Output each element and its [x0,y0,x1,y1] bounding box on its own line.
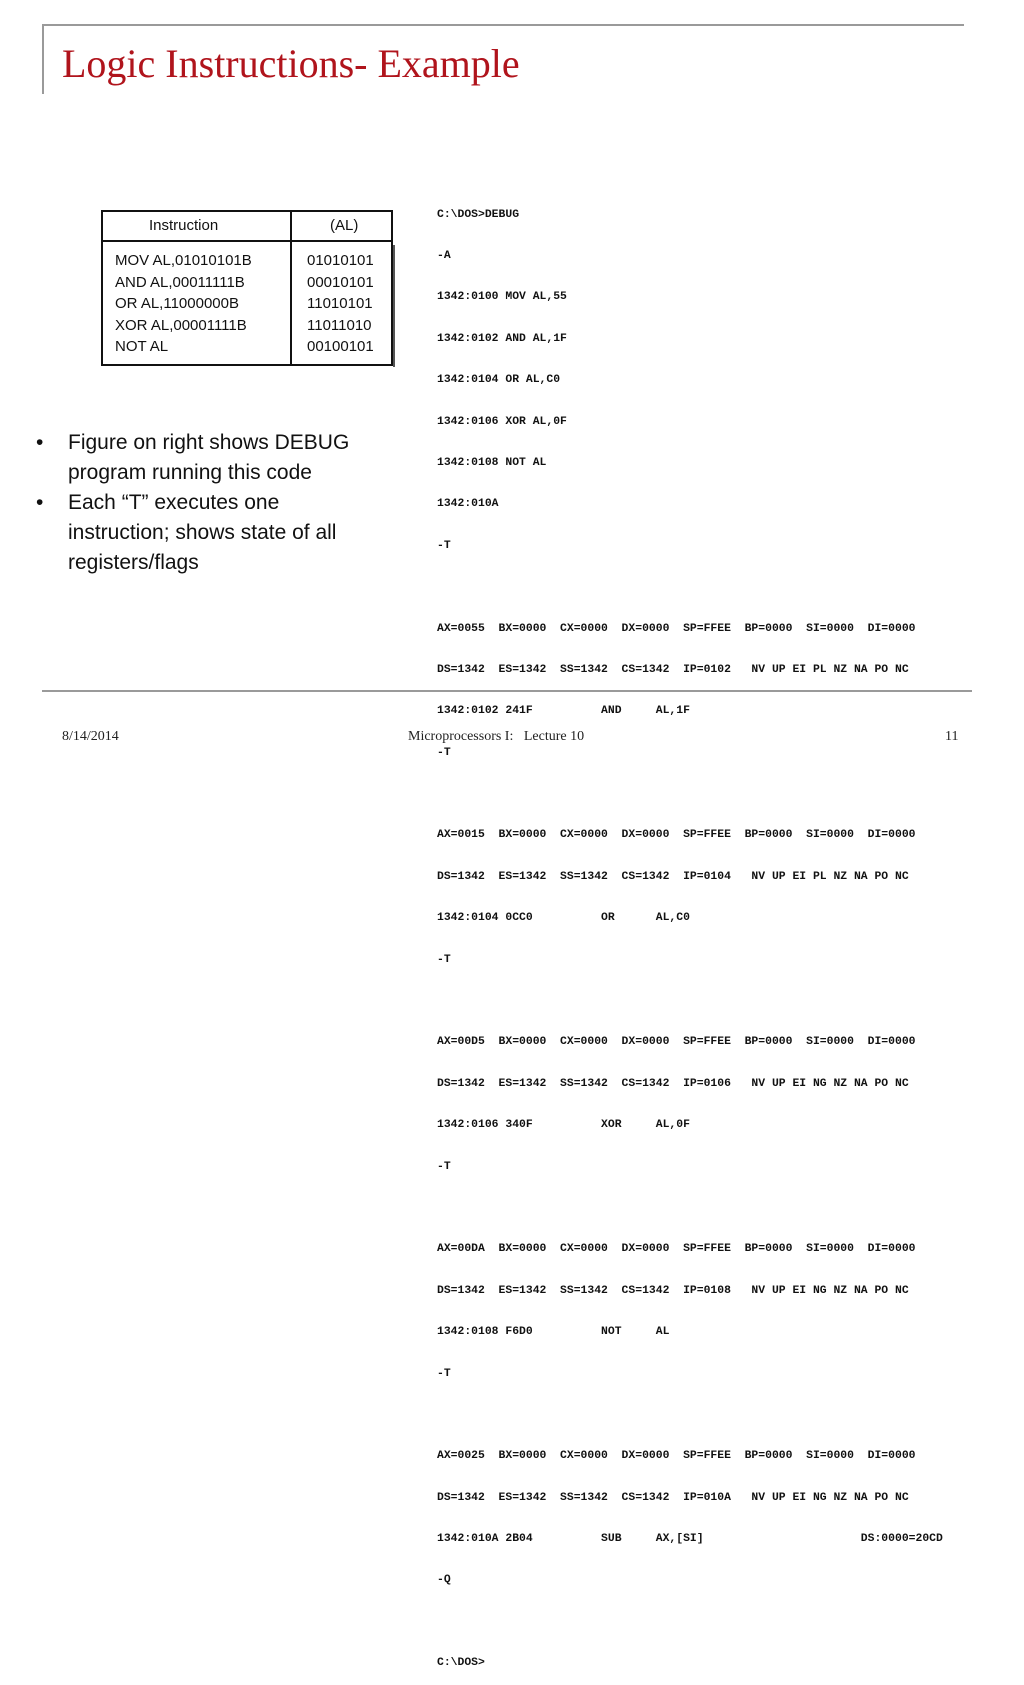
debug-line: 1342:010A [437,498,499,511]
debug-line: 1342:0104 0CC0 OR AL,C0 [437,912,690,925]
footer-divider [42,690,972,692]
debug-line: 1342:0100 MOV AL,55 [437,291,567,304]
row-instruction: AND AL,00011111B [115,273,245,291]
debug-line: -T [437,746,451,759]
debug-line: -T [437,953,451,966]
table-row [103,252,391,274]
bullet-marker: • [36,491,44,514]
debug-line: DS=1342 ES=1342 SS=1342 CS=1342 IP=0106 NV UP EI NG NZ NA PO NC [437,1077,909,1090]
table-row [103,295,391,317]
slide-title: Logic Instructions- Example [62,41,520,86]
debug-line: AX=00DA BX=0000 CX=0000 DX=0000 SP=FFEE BP=0000 SI=0000 DI=0000 [437,1243,916,1256]
debug-line: DS=1342 ES=1342 SS=1342 CS=1342 IP=0102 NV UP EI PL NZ NA PO NC [437,663,909,676]
footer-course: Microprocessors I: Lecture 10 [408,729,585,744]
debug-line: AX=0015 BX=0000 CX=0000 DX=0000 SP=FFEE BP=0000 SI=0000 DI=0000 [437,829,916,842]
debug-line [437,1409,1007,1423]
row-instruction: NOT AL [115,338,169,355]
debug-line: -A [437,249,451,262]
bullet-text: Figure on right shows DEBUG program running this code [68,431,350,484]
debug-line: 1342:0108 NOT AL [437,456,547,469]
row-instruction: OR AL,11000000B [115,295,239,312]
table-header [103,212,391,242]
row-al-value: 11011010 [307,316,372,334]
footer-date: 8/14/2014 [62,729,119,744]
debug-line: C:\DOS> [437,1657,485,1670]
row-instruction: XOR AL,00001111B [115,316,247,334]
row-al-value: 01010101 [307,252,374,269]
row-al-value: 00010101 [307,273,374,291]
footer-page-number: 11 [945,729,959,744]
title-frame-left-line [42,24,44,94]
row-al-value: 00100101 [307,338,374,355]
title-frame-top-line [42,24,964,26]
debug-line: 1342:0106 XOR AL,0F [437,415,567,428]
debug-listing [437,181,1007,1685]
debug-line: 1342:010A 2B04 SUB AX,[SI] DS:0000=20CD [437,1533,943,1546]
debug-line: DS=1342 ES=1342 SS=1342 CS=1342 IP=010A NV UP EI NG NZ NA PO NC [437,1491,909,1504]
row-al-value: 11010101 [307,295,373,312]
debug-line: DS=1342 ES=1342 SS=1342 CS=1342 IP=0104 NV UP EI PL NZ NA PO NC [437,870,909,883]
debug-line [437,995,1007,1009]
debug-line: 1342:0102 AND AL,1F [437,332,567,345]
debug-line [437,788,1007,802]
debug-line: C:\DOS>DEBUG [437,208,520,221]
header-instruction: Instruction [149,217,219,234]
debug-line: -T [437,1367,451,1380]
debug-line: -T [437,539,451,552]
debug-line: 1342:0104 OR AL,C0 [437,374,561,387]
table-row [103,317,391,339]
debug-line [437,1616,1007,1630]
bullet-text: Each “T” executes one instruction; shows state of all registers/flags [68,491,337,574]
debug-line: AX=00D5 BX=0000 CX=0000 DX=0000 SP=FFEE BP=0000 SI=0000 DI=0000 [437,1036,916,1049]
header-al: (AL) [330,217,359,234]
bullet-item [30,488,380,578]
debug-line [437,581,1007,595]
table-body [103,252,391,360]
row-instruction: MOV AL,01010101B [115,252,252,269]
debug-line: DS=1342 ES=1342 SS=1342 CS=1342 IP=0108 NV UP EI NG NZ NA PO NC [437,1284,909,1297]
table-row [103,338,391,360]
debug-line: -T [437,1160,451,1173]
bullet-item [30,428,380,488]
bullet-list [30,428,380,578]
debug-line: 1342:0106 340F XOR AL,0F [437,1119,690,1132]
bullet-marker: • [36,431,44,454]
debug-line: AX=0025 BX=0000 CX=0000 DX=0000 SP=FFEE BP=0000 SI=0000 DI=0000 [437,1450,916,1463]
table-scan-edge [393,245,395,367]
debug-line: 1342:0108 F6D0 NOT AL [437,1326,670,1339]
debug-line: -Q [437,1574,451,1587]
debug-line: AX=0055 BX=0000 CX=0000 DX=0000 SP=FFEE BP=0000 SI=0000 DI=0000 [437,622,916,635]
table-row [103,274,391,296]
debug-line: 1342:0102 241F AND AL,1F [437,705,690,718]
debug-line [437,1202,1007,1216]
instruction-table [101,210,393,366]
